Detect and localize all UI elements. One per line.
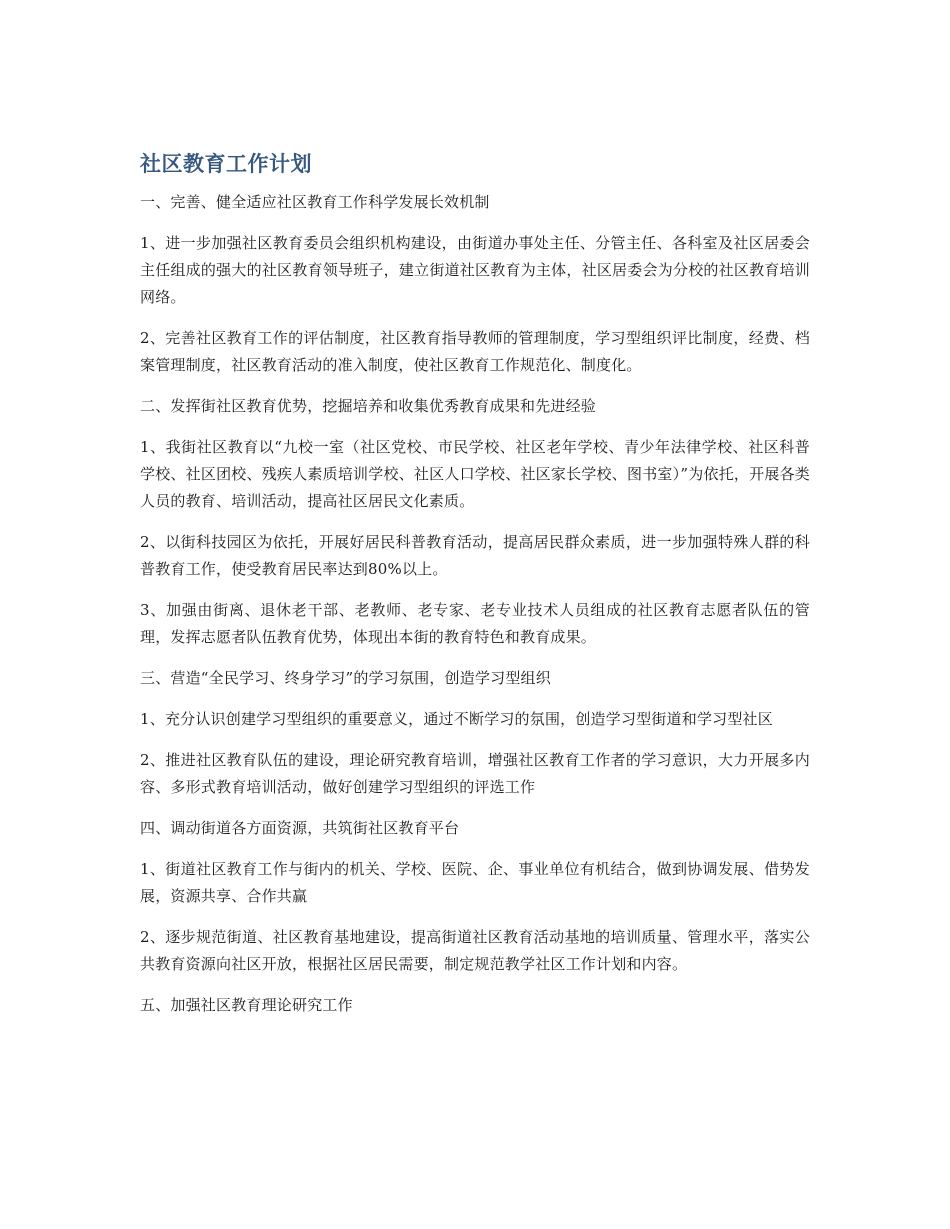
section-heading-5: 五、加强社区教育理论研究工作: [140, 996, 353, 1014]
document-page: [140, 148, 810, 1033]
section-heading-4: 四、调动街道各方面资源，共筑街社区教育平台: [140, 819, 460, 837]
section-heading-2: 二、发挥街社区教育优势，挖掘培养和收集优秀教育成果和先进经验: [140, 397, 597, 415]
paragraph: 1、我街社区教育以“九校一室（社区党校、市民学校、社区老年学校、青少年法律学校、社区科普学校、社区团校、残疾人素质培训学校、社区人口学校、社区家长学校、图书室）”为依托，开展各类人员的教育、培训活动，提高社区居民文化素质。: [140, 438, 810, 510]
section-heading-3: 三、营造“全民学习、终身学习”的学习氛围，创造学习型组织: [140, 669, 551, 687]
paragraph: 2、完善社区教育工作的评估制度，社区教育指导教师的管理制度，学习型组织评比制度，经费、档案管理制度，社区教育活动的准入制度，使社区教育工作规范化、制度化。: [140, 329, 810, 374]
paragraph: 2、逐步规范街道、社区教育基地建设，提高街道社区教育活动基地的培训质量、管理水平，落实公共教育资源向社区开放，根据社区居民需要，制定规范教学社区工作计划和内容。: [140, 928, 810, 973]
paragraph: 2、推进社区教育队伍的建设，理论研究教育培训，增强社区教育工作者的学习意识，大力开展多内容、多形式教育培训活动，做好创建学习型组织的评选工作: [140, 751, 810, 796]
document-title: 社区教育工作计划: [140, 152, 312, 176]
paragraph: 1、街道社区教育工作与街内的机关、学校、医院、企、事业单位有机结合，做到协调发展、借势发展，资源共享、合作共赢: [140, 860, 810, 905]
paragraph: 2、以街科技园区为依托，开展好居民科普教育活动，提高居民群众素质，进一步加强特殊人群的科普教育工作，使受教育居民率达到80%以上。: [140, 533, 810, 578]
paragraph: 1、进一步加强社区教育委员会组织机构建设，由街道办事处主任、分管主任、各科室及社区居委会主任组成的强大的社区教育领导班子，建立街道社区教育为主体，社区居委会为分校的社区教育培训网络。: [140, 234, 810, 306]
paragraph: 3、加强由街离、退休老干部、老教师、老专家、老专业技术人员组成的社区教育志愿者队伍的管理，发挥志愿者队伍教育优势，体现出本街的教育特色和教育成果。: [140, 601, 810, 646]
paragraph: 1、充分认识创建学习型组织的重要意义，通过不断学习的氛围，创造学习型街道和学习型社区: [140, 710, 773, 728]
section-heading-1: 一、完善、健全适应社区教育工作科学发展长效机制: [140, 193, 490, 211]
